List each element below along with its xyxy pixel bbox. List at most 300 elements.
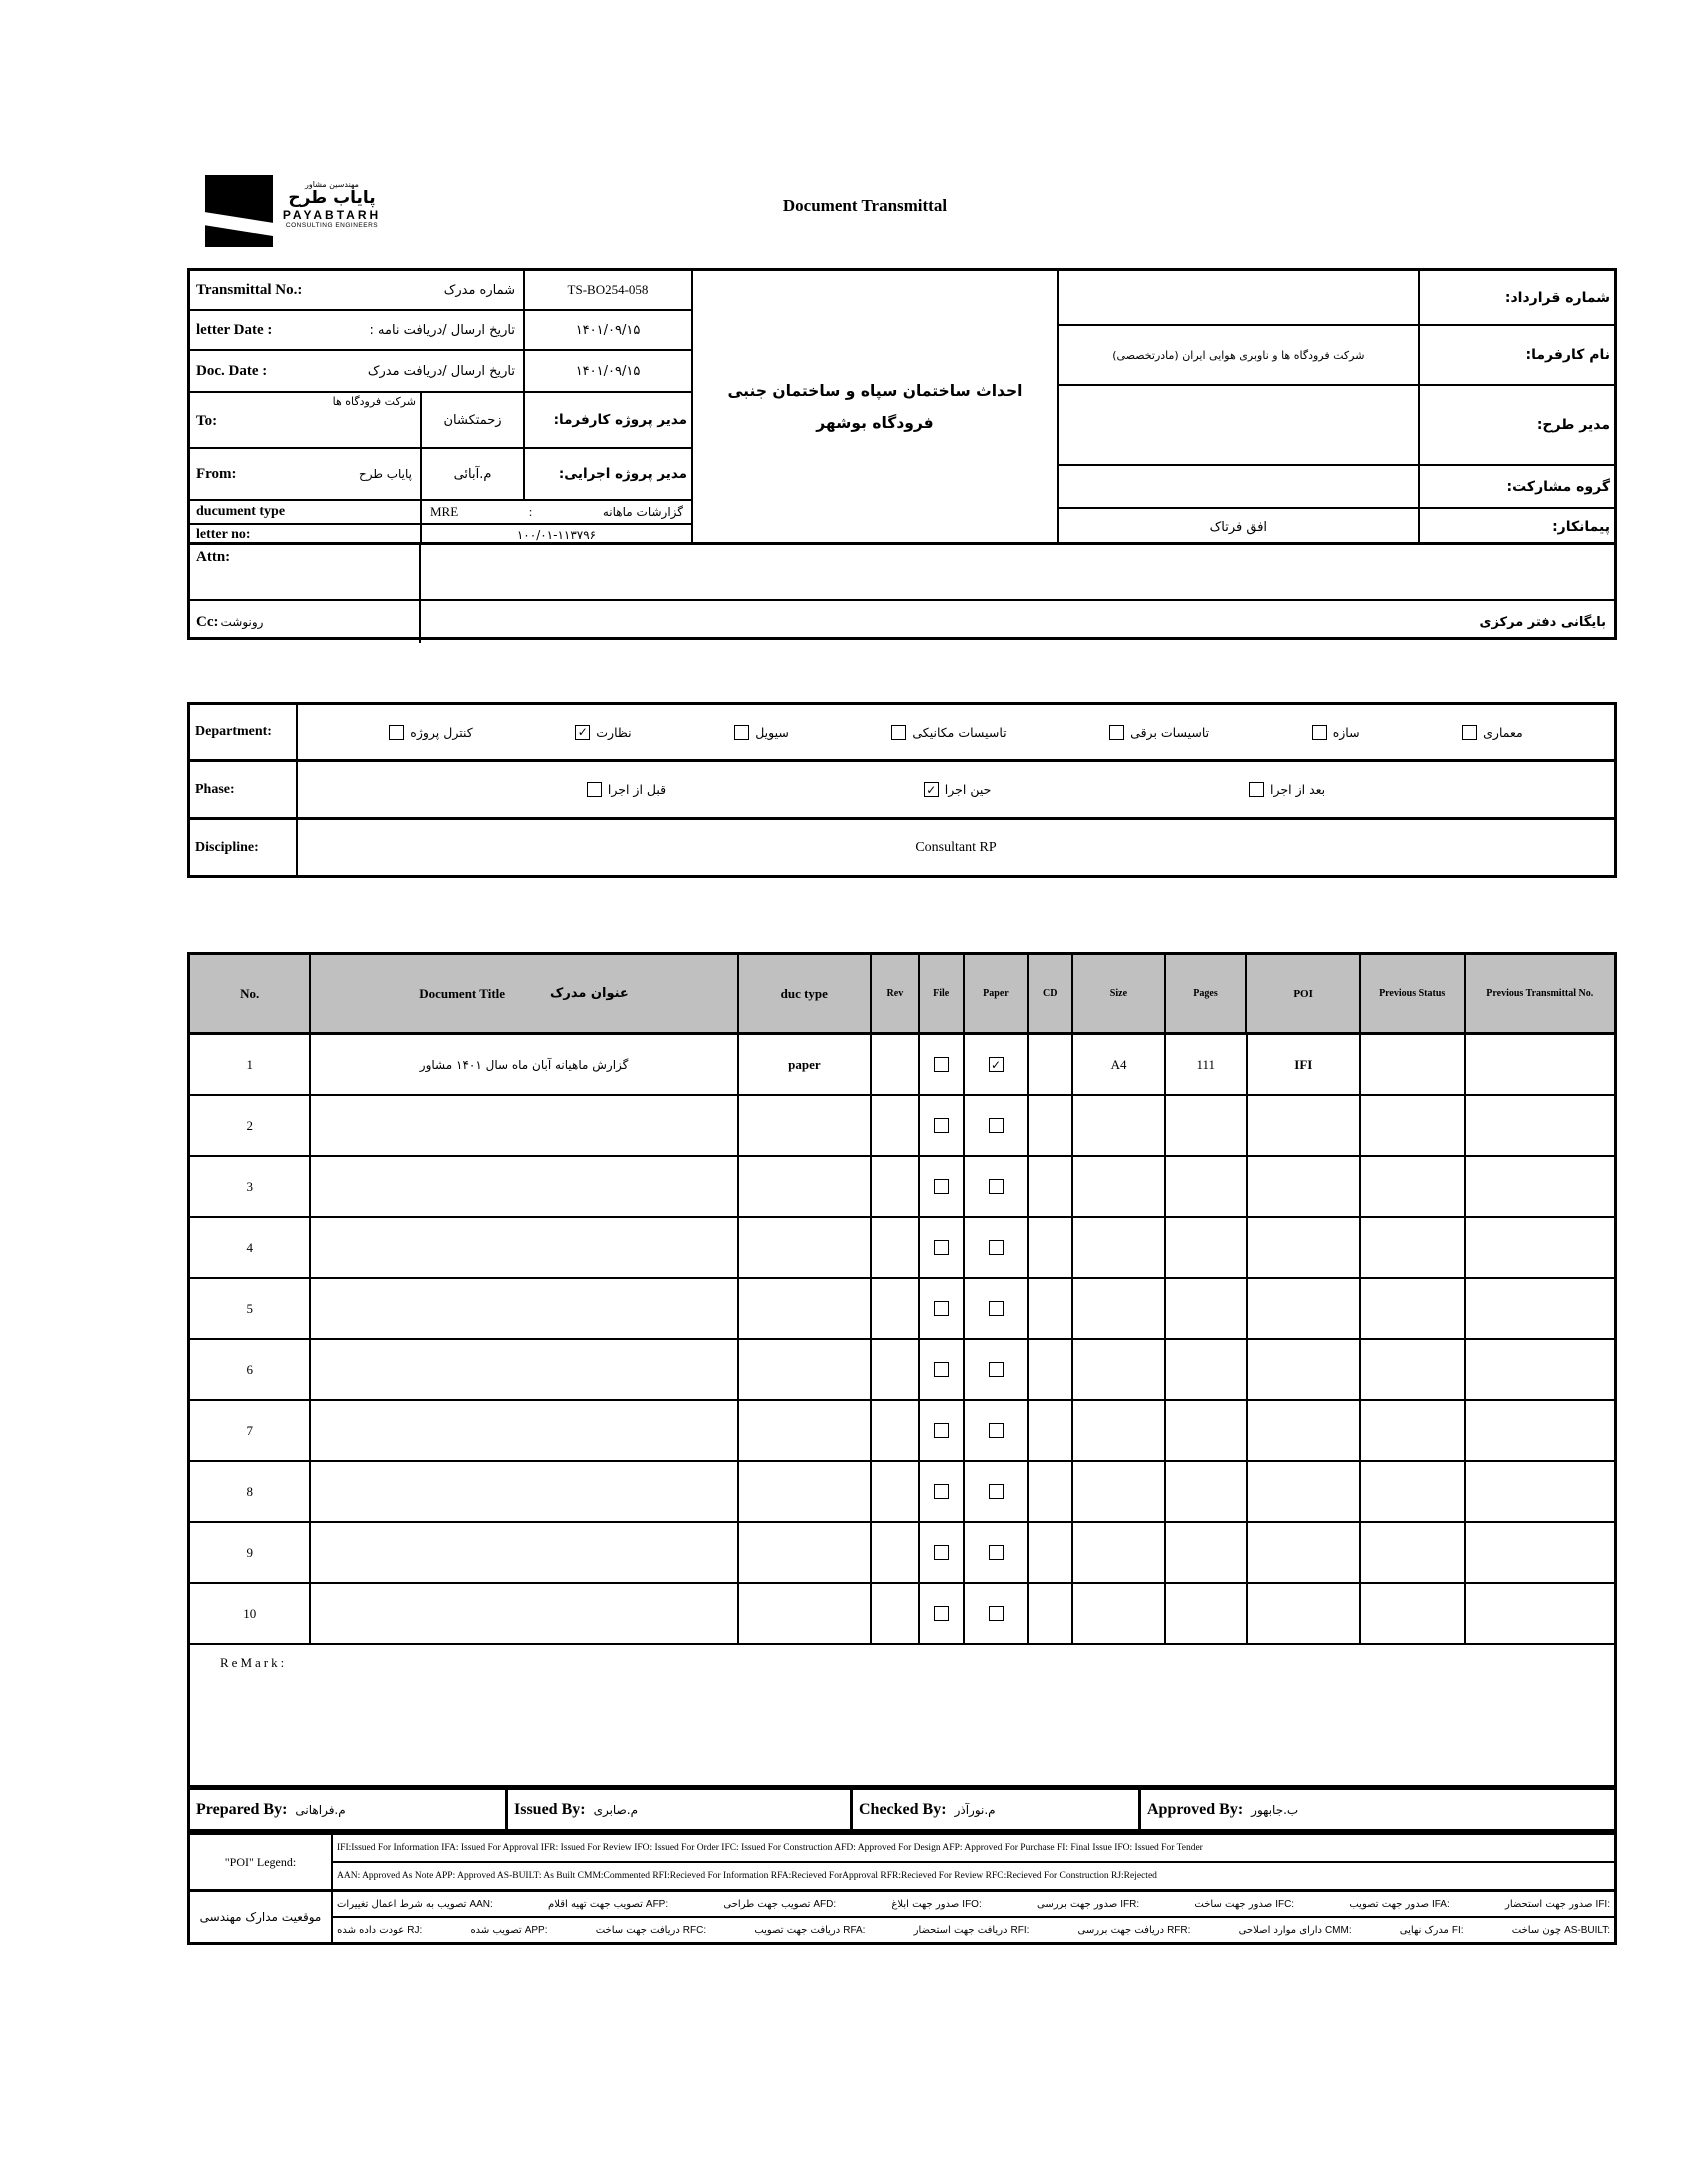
col-header-cd: CD <box>1027 955 1071 1032</box>
row-title <box>309 1401 736 1460</box>
checked-by-value: م.نورآذر <box>954 1802 996 1817</box>
paper-checkbox[interactable] <box>989 1362 1004 1377</box>
row-duc-type <box>737 1340 870 1399</box>
paper-checkbox[interactable] <box>989 1484 1004 1499</box>
row-poi <box>1246 1340 1360 1399</box>
legend-code: RFC: <box>682 1924 707 1936</box>
legend-text: تصویب به شرط اعمال تغییرات <box>337 1898 467 1910</box>
table-row <box>190 1096 1614 1157</box>
architecture-checkbox[interactable] <box>1462 725 1477 740</box>
row-prev-status <box>1359 1584 1464 1643</box>
poi-legend-group <box>190 1835 1614 1892</box>
contractor-value: افق فرتاک <box>1209 519 1268 535</box>
row-cd <box>1027 1584 1071 1643</box>
legend-code: RFI: <box>1010 1924 1030 1936</box>
row-poi <box>1246 1401 1360 1460</box>
legend-text: تصویب شده <box>470 1924 522 1936</box>
row-paper-cell <box>963 1462 1028 1521</box>
after-execution-checkbox[interactable] <box>1249 782 1264 797</box>
row-no: 8 <box>246 1483 253 1499</box>
row-cd <box>1027 1157 1071 1216</box>
row-pages <box>1164 1340 1246 1399</box>
legend-text: مدرک نهایی <box>1399 1924 1449 1936</box>
legend-text: صدور جهت استحضار <box>1505 1898 1593 1910</box>
row-duc-type <box>737 1157 870 1216</box>
letter-no-value: ۱۰۰/۰۱-۱۱۳۷۹۶ <box>420 525 691 545</box>
row-file-cell <box>918 1279 963 1338</box>
col-header-size: Size <box>1071 955 1164 1032</box>
row-poi <box>1246 1157 1360 1216</box>
partnership-group-value <box>1059 466 1418 507</box>
row-poi <box>1246 1523 1360 1582</box>
prepared-by-value: م.فراهانی <box>295 1802 346 1817</box>
row-cd <box>1027 1340 1071 1399</box>
issued-by-cell <box>505 1790 850 1829</box>
fa-legend-line2 <box>333 1918 1614 1942</box>
row-pages <box>1164 1279 1246 1338</box>
row-poi <box>1246 1584 1360 1643</box>
row-file-cell <box>918 1035 963 1094</box>
logo-swoosh-icon <box>205 210 273 240</box>
signature-row <box>187 1787 1617 1832</box>
row-no: 6 <box>246 1361 253 1377</box>
row-prev-transmittal <box>1464 1462 1614 1521</box>
row-size <box>1071 1096 1164 1155</box>
row-prev-transmittal <box>1464 1401 1614 1460</box>
row-title <box>309 1096 736 1155</box>
file-checkbox[interactable] <box>934 1057 949 1072</box>
before-execution-checkbox[interactable] <box>587 782 602 797</box>
row-no: 3 <box>246 1178 253 1194</box>
row-pages <box>1164 1523 1246 1582</box>
table-row <box>190 1340 1614 1401</box>
legend-text: دریافت جهت بررسی <box>1077 1924 1165 1936</box>
row-poi <box>1246 1279 1360 1338</box>
row-size <box>1071 1523 1164 1582</box>
row-paper-cell <box>963 1096 1028 1155</box>
legend-text: تصویب جهت تهیه اقلام <box>548 1898 643 1910</box>
row-cd <box>1027 1035 1071 1094</box>
row-duc-type <box>737 1462 870 1521</box>
row-poi <box>1246 1096 1360 1155</box>
row-file-cell <box>918 1157 963 1216</box>
row-file-cell <box>918 1523 963 1582</box>
to-person: زحمتکشان <box>420 393 523 447</box>
attn-row <box>190 545 1614 601</box>
row-prev-transmittal <box>1464 1584 1614 1643</box>
poi-legend-line2: AAN: Approved As Note APP: Approved AS-BUILT: As Built CMM:Commented RFI:Recieved For Information RFA:Recieved ForApproval RFR:Recieved For Review RFC:Recieved For Construction RJ:Rejected <box>337 1871 1157 1881</box>
fa-legend-line1 <box>333 1892 1614 1918</box>
row-no: 9 <box>246 1544 253 1560</box>
legend-text: دارای موارد اصلاحی <box>1238 1924 1322 1936</box>
legend-text: دریافت جهت ساخت <box>595 1924 680 1936</box>
plan-manager-label: مدیر طرح: <box>1418 386 1614 464</box>
row-rev <box>870 1035 918 1094</box>
row-pages <box>1164 1462 1246 1521</box>
row-poi <box>1246 1462 1360 1521</box>
from-label: From: <box>196 465 237 482</box>
col-header-prev-status: Previous Status <box>1359 955 1464 1032</box>
document-type-colon: : <box>528 504 533 519</box>
row-duc-type <box>737 1523 870 1582</box>
legend-code: IFA: <box>1431 1898 1450 1910</box>
table-row <box>190 1035 1614 1096</box>
table-row <box>190 1157 1614 1218</box>
row-size <box>1071 1279 1164 1338</box>
file-checkbox[interactable] <box>934 1606 949 1621</box>
row-title <box>309 1279 736 1338</box>
document-type-code: MRE <box>430 504 459 519</box>
legend-text: صدور جهت ساخت <box>1194 1898 1273 1910</box>
phase-items <box>298 762 1614 817</box>
department-row <box>190 705 1614 762</box>
row-paper-cell <box>963 1523 1028 1582</box>
approved-by-value: ب.جابهور <box>1251 1802 1299 1817</box>
row-cd <box>1027 1279 1071 1338</box>
client-name-value: شرکت فرودگاه ها و ناوبری هوایی ایران (مادرتخصصی) <box>1112 348 1365 362</box>
file-checkbox[interactable] <box>934 1545 949 1560</box>
from-person: م.آبائی <box>420 449 523 499</box>
logo-fa-tagline: مهندسین مشاور <box>305 180 359 189</box>
col-header-paper: Paper <box>963 955 1028 1032</box>
row-poi: IFI <box>1246 1035 1360 1094</box>
document-type-label: ducument type <box>196 504 286 519</box>
row-pages <box>1164 1096 1246 1155</box>
row-pages <box>1164 1218 1246 1277</box>
company-logo-icon <box>205 175 273 247</box>
discipline-label: Discipline: <box>190 820 298 875</box>
contract-no-value <box>1059 271 1418 324</box>
col-header-title <box>309 955 736 1032</box>
col-header-rev: Rev <box>870 955 918 1032</box>
document-list-table <box>187 952 1617 1788</box>
legend-code: APP: <box>524 1924 548 1936</box>
row-duc-type <box>737 1401 870 1460</box>
department-item-label: سازه <box>1332 724 1360 740</box>
partnership-group-label: گروه مشارکت: <box>1418 466 1614 507</box>
from-value: پایاب طرح <box>358 467 412 481</box>
row-prev-status <box>1359 1340 1464 1399</box>
row-paper-cell <box>963 1279 1028 1338</box>
file-checkbox[interactable] <box>934 1179 949 1194</box>
poi-legend <box>187 1832 1617 1945</box>
discipline-value: Consultant RP <box>915 839 997 855</box>
department-item-label: تاسیسات مکانیکی <box>912 724 1007 740</box>
legend-code: RJ: <box>407 1924 423 1936</box>
row-duc-type <box>737 1584 870 1643</box>
doc-date-value: ۱۴۰۱/۰۹/۱۵ <box>523 351 691 391</box>
table-row <box>190 1462 1614 1523</box>
phase-row <box>190 762 1614 820</box>
row-pages <box>1164 1157 1246 1216</box>
row-no: 10 <box>243 1605 257 1621</box>
row-title: گزارش ماهیانه آبان ماه سال ۱۴۰۱ مشاور <box>309 1035 736 1094</box>
row-prev-transmittal <box>1464 1218 1614 1277</box>
cc-row <box>190 601 1614 643</box>
approved-by-cell <box>1138 1790 1614 1829</box>
remark-label: ReMark: <box>220 1655 288 1670</box>
row-pages: 111 <box>1164 1035 1246 1094</box>
legend-code: FI: <box>1451 1924 1464 1936</box>
row-size <box>1071 1462 1164 1521</box>
header-left-block <box>190 271 691 542</box>
row-file-cell <box>918 1462 963 1521</box>
logo-subtitle: CONSULTING ENGINEERS <box>285 222 379 229</box>
row-file-cell <box>918 1584 963 1643</box>
to-role-label: مدیر پروژه کارفرما: <box>523 393 691 447</box>
legend-text: چون ساخت <box>1511 1924 1562 1936</box>
file-checkbox[interactable] <box>934 1301 949 1316</box>
row-rev <box>870 1279 918 1338</box>
row-size <box>1071 1340 1164 1399</box>
row-paper-cell <box>963 1584 1028 1643</box>
legend-text: دریافت جهت تصویب <box>754 1924 841 1936</box>
client-name-row <box>1059 326 1614 386</box>
row-prev-status <box>1359 1401 1464 1460</box>
department-item-label: کنترل پروژه <box>410 724 473 740</box>
row-prev-transmittal <box>1464 1340 1614 1399</box>
row-rev <box>870 1401 918 1460</box>
row-cd <box>1027 1096 1071 1155</box>
legend-text: عودت داده شده <box>337 1924 405 1936</box>
document-type-row <box>190 501 691 525</box>
row-cd <box>1027 1401 1071 1460</box>
col-header-no: No. <box>240 985 260 1001</box>
document-type-value-fa: گزارشات ماهانه <box>602 505 683 519</box>
row-size <box>1071 1401 1164 1460</box>
row-cd <box>1027 1523 1071 1582</box>
file-checkbox[interactable] <box>934 1118 949 1133</box>
file-checkbox[interactable] <box>934 1484 949 1499</box>
transmittal-no-row <box>190 271 691 311</box>
attn-value <box>419 545 1614 599</box>
legend-text: صدور جهت ابلاغ <box>891 1898 960 1910</box>
issued-by-value: م.صابری <box>593 1802 639 1817</box>
paper-checkbox[interactable] <box>989 1118 1004 1133</box>
row-size <box>1071 1218 1164 1277</box>
prepared-by-label: Prepared By: <box>196 1800 288 1818</box>
row-duc-type <box>737 1096 870 1155</box>
row-rev <box>870 1523 918 1582</box>
plan-manager-row <box>1059 386 1614 466</box>
row-cd <box>1027 1462 1071 1521</box>
header-table <box>187 268 1617 640</box>
checked-by-cell <box>850 1790 1138 1829</box>
row-prev-transmittal <box>1464 1035 1614 1094</box>
table-row <box>190 1218 1614 1279</box>
logo-latin-name: PAYABTARH <box>282 208 382 222</box>
header-right-block <box>1057 271 1614 542</box>
mechanical-checkbox[interactable] <box>891 725 906 740</box>
doc-date-row <box>190 351 691 393</box>
transmittal-no-label: Transmittal No.: <box>196 281 303 298</box>
attn-label: Attn: <box>196 549 231 565</box>
table-row <box>190 1401 1614 1462</box>
remark-box <box>190 1645 1614 1785</box>
row-rev <box>870 1584 918 1643</box>
paper-checkbox[interactable] <box>989 1057 1004 1072</box>
phase-item-label: بعد از اجرا <box>1270 782 1326 797</box>
contractor-label: پیمانکار: <box>1418 509 1614 545</box>
row-file-cell <box>918 1340 963 1399</box>
to-label: To: <box>196 412 218 429</box>
during-execution-checkbox[interactable] <box>924 782 939 797</box>
phase-label: Phase: <box>190 762 298 817</box>
row-duc-type: paper <box>737 1035 870 1094</box>
checked-by-label: Checked By: <box>859 1800 947 1818</box>
legend-text: تصویب جهت طراحی <box>723 1898 811 1910</box>
row-no: 5 <box>246 1300 253 1316</box>
row-file-cell <box>918 1218 963 1277</box>
row-paper-cell <box>963 1401 1028 1460</box>
row-title <box>309 1523 736 1582</box>
row-prev-status <box>1359 1279 1464 1338</box>
issued-by-label: Issued By: <box>514 1800 586 1818</box>
to-value: شرکت فرودگاه ها <box>332 395 416 408</box>
department-label: Department: <box>190 705 298 759</box>
row-no: 4 <box>246 1239 253 1255</box>
contract-no-row <box>1059 271 1614 326</box>
electrical-checkbox[interactable] <box>1109 725 1124 740</box>
row-duc-type <box>737 1279 870 1338</box>
transmittal-no-value: TS-BO254-058 <box>523 271 691 309</box>
department-item-label: تاسیسات برقی <box>1130 724 1210 740</box>
row-pages <box>1164 1401 1246 1460</box>
letter-no-row <box>190 525 691 545</box>
letter-date-value: ۱۴۰۱/۰۹/۱۵ <box>523 311 691 349</box>
paper-checkbox[interactable] <box>989 1423 1004 1438</box>
row-prev-status <box>1359 1462 1464 1521</box>
doc-date-label: Doc. Date : <box>196 362 268 379</box>
project-title-line1: احداث ساختمان سپاه و ساختمان جنبی <box>727 381 1023 400</box>
plan-manager-value <box>1059 386 1418 464</box>
row-paper-cell <box>963 1340 1028 1399</box>
phase-item-label: حین اجرا <box>944 782 992 797</box>
supervision-checkbox[interactable] <box>575 725 590 740</box>
row-prev-transmittal <box>1464 1523 1614 1582</box>
file-checkbox[interactable] <box>934 1240 949 1255</box>
doc-date-label-fa: تاریخ ارسال /دریافت مدرک <box>367 363 515 379</box>
row-size: A4 <box>1071 1035 1164 1094</box>
file-checkbox[interactable] <box>934 1423 949 1438</box>
row-file-cell <box>918 1096 963 1155</box>
legend-code: IFR: <box>1120 1898 1140 1910</box>
row-prev-status <box>1359 1035 1464 1094</box>
paper-checkbox[interactable] <box>989 1240 1004 1255</box>
col-header-poi: POI <box>1245 955 1359 1032</box>
letter-no-label: letter no: <box>196 527 251 542</box>
page-title: Document Transmittal <box>782 196 948 215</box>
legend-code: RFA: <box>843 1924 866 1936</box>
file-checkbox[interactable] <box>934 1362 949 1377</box>
company-logo-text <box>272 180 392 229</box>
row-rev <box>870 1340 918 1399</box>
row-paper-cell <box>963 1157 1028 1216</box>
row-title <box>309 1157 736 1216</box>
row-no: 2 <box>246 1117 253 1133</box>
col-header-file: File <box>918 955 963 1032</box>
row-prev-status <box>1359 1157 1464 1216</box>
partnership-group-row <box>1059 466 1614 509</box>
prepared-by-cell <box>190 1790 505 1829</box>
civil-checkbox[interactable] <box>734 725 749 740</box>
row-prev-transmittal <box>1464 1096 1614 1155</box>
row-prev-status <box>1359 1218 1464 1277</box>
row-prev-transmittal <box>1464 1279 1614 1338</box>
letter-date-label: letter Date : <box>196 321 273 338</box>
row-rev <box>870 1218 918 1277</box>
row-no: 7 <box>246 1422 253 1438</box>
department-items <box>298 705 1614 759</box>
row-size <box>1071 1157 1164 1216</box>
cc-label: Cc: <box>196 613 219 630</box>
paper-checkbox[interactable] <box>989 1179 1004 1194</box>
row-title <box>309 1462 736 1521</box>
letter-date-label-fa: تاریخ ارسال /دریافت نامه : <box>369 322 515 338</box>
row-prev-transmittal <box>1464 1157 1614 1216</box>
paper-checkbox[interactable] <box>989 1301 1004 1316</box>
col-header-duc-type: duc type <box>737 955 870 1032</box>
structure-checkbox[interactable] <box>1312 725 1327 740</box>
department-item-label: سیویل <box>755 724 789 740</box>
row-rev <box>870 1462 918 1521</box>
paper-checkbox[interactable] <box>989 1545 1004 1560</box>
row-size <box>1071 1584 1164 1643</box>
legend-text: دریافت جهت استحضار <box>913 1924 1008 1936</box>
discipline-row <box>190 820 1614 875</box>
legend-text: صدور جهت بررسی <box>1037 1898 1118 1910</box>
legend-code: IFC: <box>1275 1898 1295 1910</box>
table-row <box>190 1584 1614 1645</box>
legend-code: AFD: <box>813 1898 837 1910</box>
project-control-checkbox[interactable] <box>389 725 404 740</box>
row-paper-cell <box>963 1035 1028 1094</box>
legend-code: IFI: <box>1595 1898 1610 1910</box>
row-poi <box>1246 1218 1360 1277</box>
col-header-title-fa: عنوان مدرک <box>550 986 629 1001</box>
row-prev-status <box>1359 1523 1464 1582</box>
col-header-prev-transmittal: Previous Transmittal No. <box>1464 955 1615 1032</box>
department-item-label: نظارت <box>596 724 632 740</box>
table-header-row <box>190 955 1614 1035</box>
legend-code: AFP: <box>645 1898 669 1910</box>
cc-label-fa: رونوشت <box>220 615 264 629</box>
row-title <box>309 1584 736 1643</box>
phase-item-label: قبل از اجرا <box>607 782 667 797</box>
logo-fa-name: پایاب طرح <box>288 188 376 208</box>
col-header-pages: Pages <box>1164 955 1246 1032</box>
table-row <box>190 1523 1614 1584</box>
row-pages <box>1164 1584 1246 1643</box>
department-item-label: معماری <box>1483 724 1523 740</box>
legend-code: IFO: <box>962 1898 982 1910</box>
row-prev-status <box>1359 1096 1464 1155</box>
legend-text: صدور جهت تصویب <box>1349 1898 1429 1910</box>
row-rev <box>870 1157 918 1216</box>
paper-checkbox[interactable] <box>989 1606 1004 1621</box>
col-header-title-en: Document Title <box>419 985 506 1001</box>
transmittal-no-label-fa: شماره مدرک <box>443 282 515 298</box>
row-duc-type <box>737 1218 870 1277</box>
fa-legend-label: موقعیت مدارک مهندسی <box>190 1892 333 1942</box>
row-paper-cell <box>963 1218 1028 1277</box>
poi-legend-label: "POI" Legend: <box>190 1835 333 1889</box>
legend-code: AS-BUILT: <box>1564 1924 1610 1936</box>
row-title <box>309 1218 736 1277</box>
cc-value: بایگانی دفتر مرکزی <box>419 601 1614 643</box>
row-rev <box>870 1096 918 1155</box>
header-bottom-block <box>190 545 1614 643</box>
